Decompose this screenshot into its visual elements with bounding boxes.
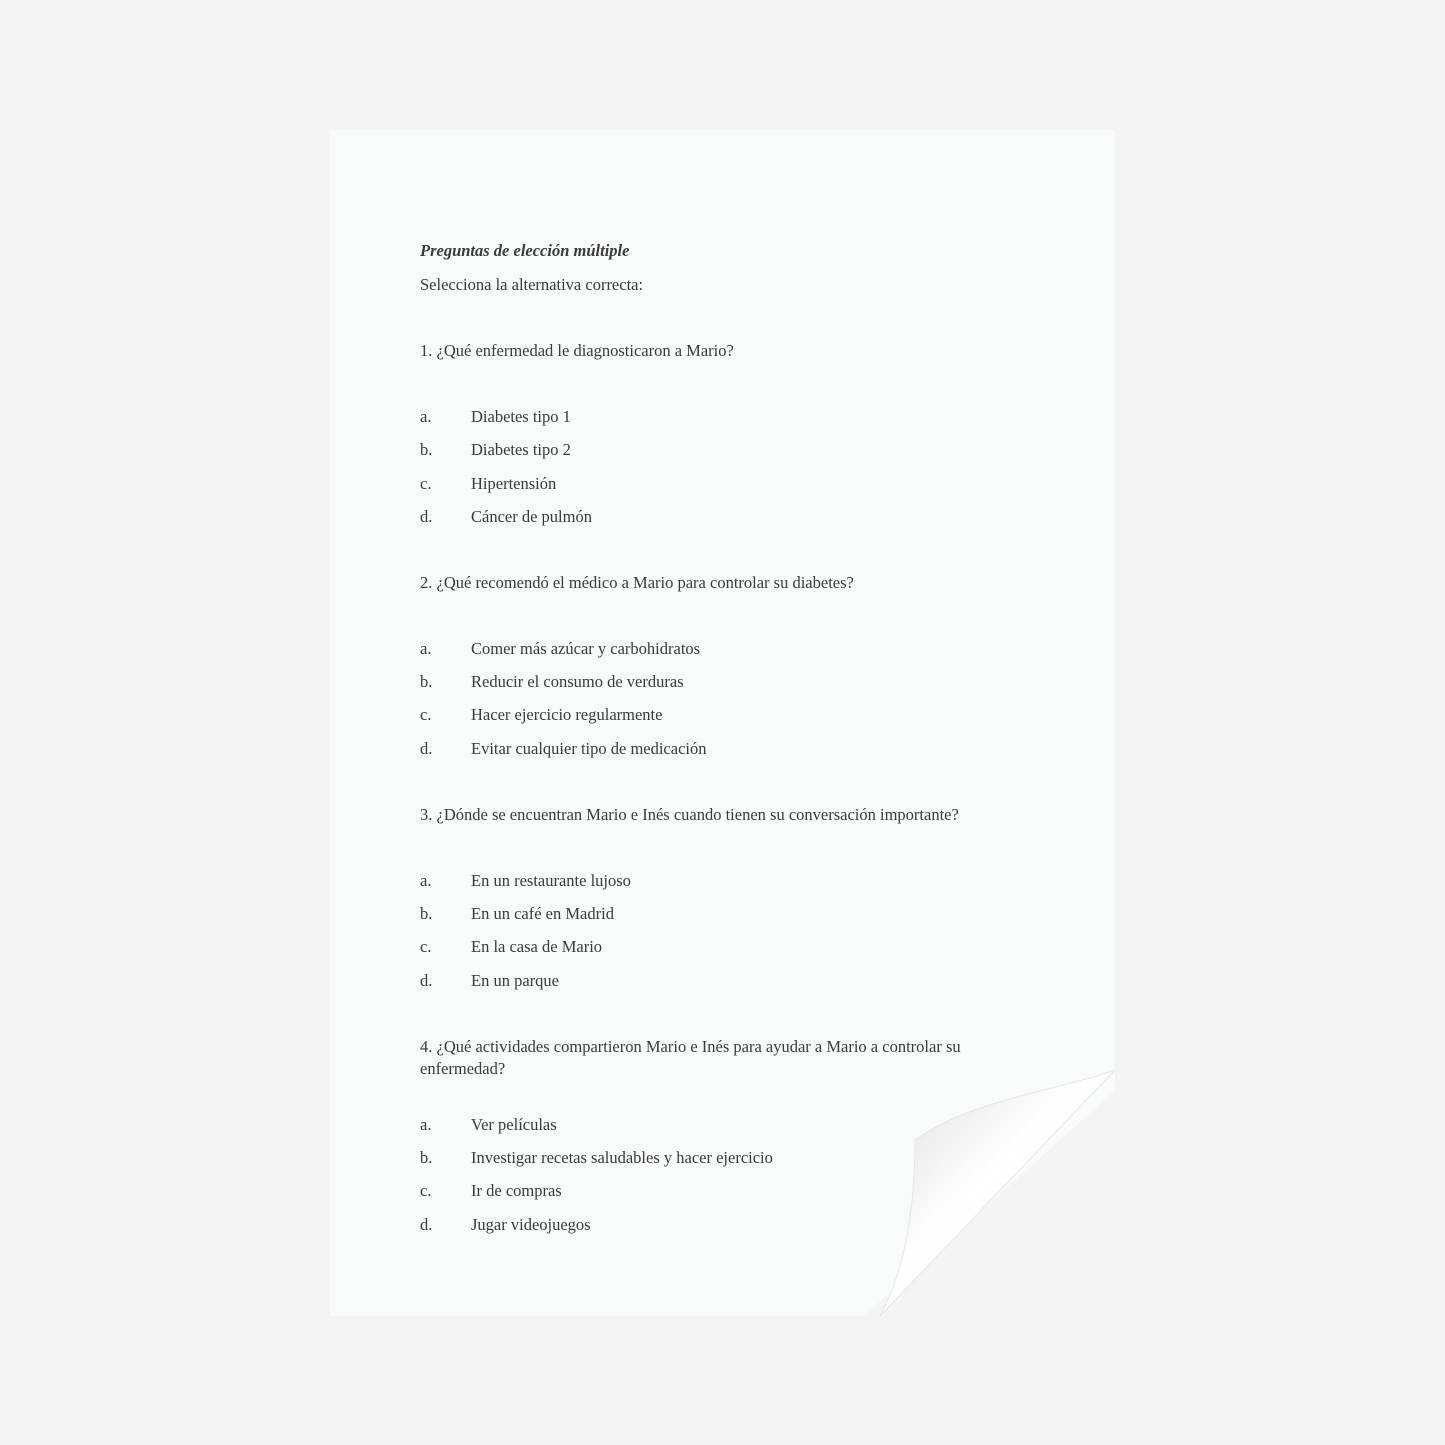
option-letter: c. [420,473,432,493]
option-text: Diabetes tipo 2 [471,440,571,460]
options-question-1 [420,406,1060,528]
option-text: Ir de compras [471,1181,562,1201]
option-text: Ver películas [471,1114,557,1134]
option-letter: c. [420,937,432,957]
option-text: Diabetes tipo 1 [471,407,571,426]
question-4: 4. ¿Qué actividades compartieron Mario e Inés para ayudar a Mario a controlar su enfermedad? [420,1036,961,1078]
option-text: Comer más azúcar y carbohidratos [471,638,701,658]
option-text: En un parque [471,970,559,990]
options-question-4 [420,1114,1060,1236]
instruction-text: Selecciona la alternativa correcta: [420,275,644,294]
option-text: Hacer ejercicio regularmente [471,705,663,725]
option-letter: a. [420,638,432,658]
option-letter: d. [420,1214,433,1234]
option-item [420,970,1060,992]
option-text: Hipertensión [471,473,557,493]
option-text: En la casa de Mario [471,937,603,957]
option-letter: d. [420,738,433,758]
option-text: Investigar recetas saludables y hacer ejercicio [471,1147,773,1167]
option-item [420,1214,1060,1236]
option-letter: a. [420,407,432,426]
option-item [420,406,1060,428]
question-2: 2. ¿Qué recomendó el médico a Mario para controlar su diabetes? [420,572,854,592]
option-letter: d. [420,970,433,990]
option-text: Jugar videojuegos [471,1214,591,1234]
document-content [420,240,1060,1280]
option-letter: b. [420,904,433,924]
option-letter: a. [420,1114,432,1134]
document-title: Preguntas de elección múltiple [420,241,630,260]
option-letter: b. [420,440,433,460]
option-item [420,738,1060,760]
option-text: Evitar cualquier tipo de medicación [471,738,707,758]
options-question-3 [420,870,1060,992]
option-item [420,1114,1060,1136]
option-text: Reducir el consumo de verduras [471,672,684,692]
option-text: En un café en Madrid [471,904,614,924]
option-item [420,704,1060,726]
option-item [420,671,1060,693]
question-1: 1. ¿Qué enfermedad le diagnosticaron a Mario? [420,341,734,360]
option-item [420,506,1060,528]
option-item [420,439,1060,461]
option-letter: c. [420,1181,432,1201]
option-item [420,1147,1060,1169]
option-letter: c. [420,705,432,725]
option-letter: d. [420,506,433,526]
option-letter: a. [420,870,432,890]
option-item [420,936,1060,958]
option-text: Cáncer de pulmón [471,506,592,526]
option-item [420,473,1060,495]
option-item [420,903,1060,925]
option-letter: b. [420,1147,433,1167]
option-item [420,1180,1060,1202]
option-item [420,638,1060,660]
question-3: 3. ¿Dónde se encuentran Mario e Inés cuando tienen su conversación importante? [420,804,959,824]
option-text: En un restaurante lujoso [471,870,631,890]
option-item [420,870,1060,892]
option-letter: b. [420,672,433,692]
options-question-2 [420,638,1060,760]
